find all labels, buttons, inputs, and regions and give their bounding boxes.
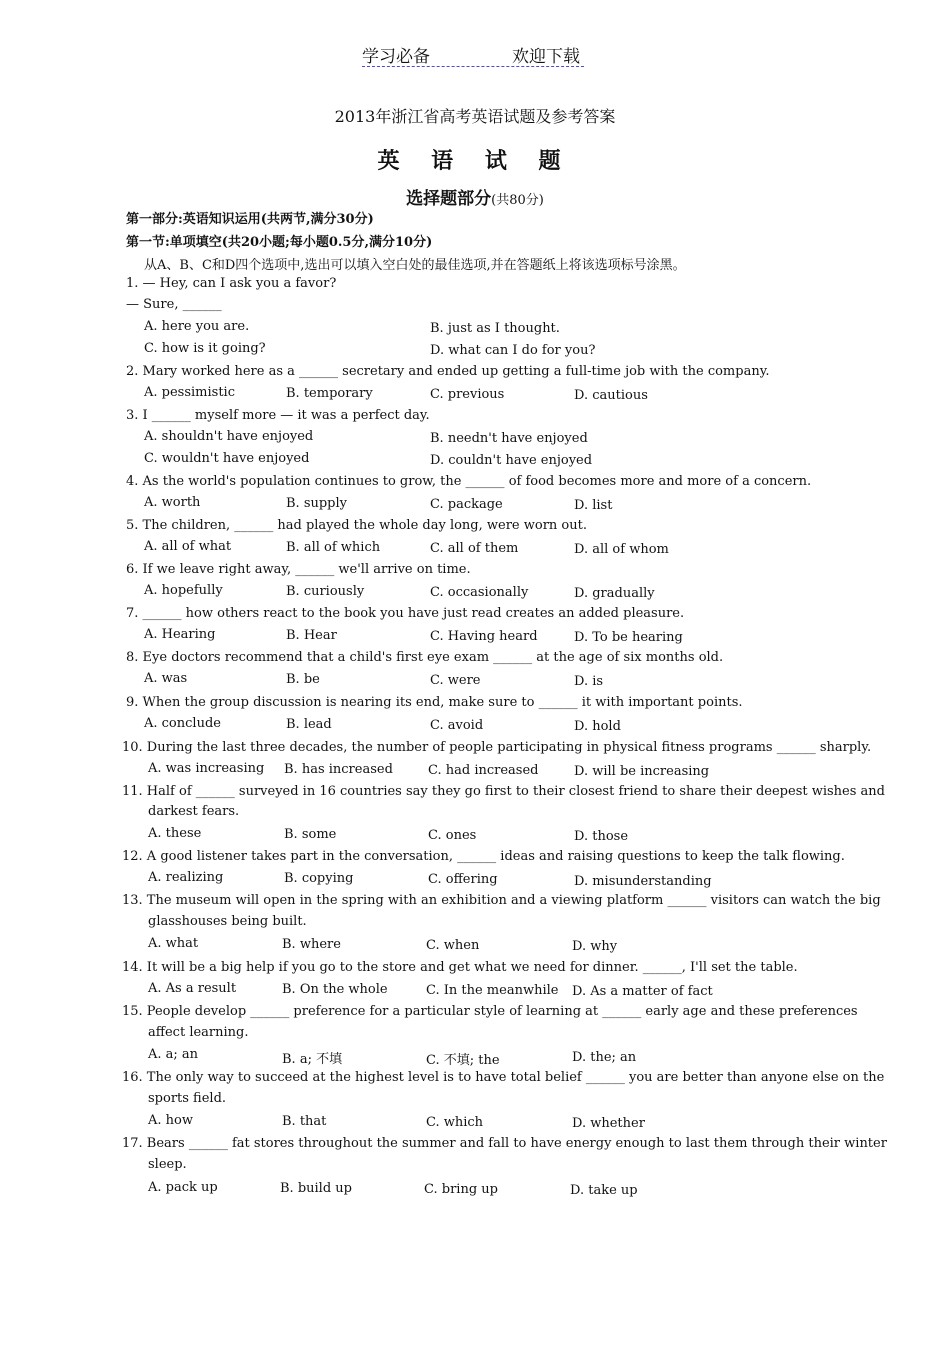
question-stem: glasshouses being built. — [148, 914, 307, 929]
option-c[interactable]: C. were — [430, 673, 481, 688]
question-stem: — Sure, ______ — [126, 297, 222, 312]
question-stem: 15. People develop ______ preference for a particular style of learning at ______ early age and these preferences — [122, 1004, 858, 1019]
question-stem: 10. During the last three decades, the number of people participating in physical fitness programs ______ sharply. — [122, 740, 872, 755]
question-stem: 4. As the world's population continues to grow, the ______ of food becomes more and more of a concern. — [126, 474, 812, 489]
option-d[interactable]: D. why — [572, 939, 618, 954]
question-stem: 14. It will be a big help if you go to the store and get what we need for dinner. ______, I'll set the table. — [122, 960, 798, 975]
option-b[interactable]: B. copying — [284, 871, 354, 886]
option-d[interactable]: D. As a matter of fact — [572, 984, 713, 999]
option-c[interactable]: C. ones — [428, 828, 477, 843]
question-stem: affect learning. — [148, 1025, 249, 1040]
question-stem: 12. A good listener takes part in the conversation, ______ ideas and raising questions to keep the talk flowing. — [122, 849, 845, 864]
question-stem: sports field. — [148, 1091, 227, 1106]
header-right-text: 欢迎下载 — [512, 47, 580, 67]
option-b[interactable]: B. supply — [286, 496, 348, 511]
option-a[interactable]: A. pack up — [148, 1180, 218, 1195]
question-stem: 16. The only way to succeed at the highest level is to have total belief ______ you are better than anyone else on the — [122, 1070, 885, 1085]
option-b[interactable]: B. has increased — [284, 762, 393, 777]
option-c[interactable]: C. Having heard — [430, 629, 538, 644]
option-d[interactable]: D. what can I do for you? — [430, 343, 596, 358]
option-b[interactable]: B. just as I thought. — [430, 321, 560, 336]
subsection-heading: 第一节:单项填空(共20小题;每小题0.5分,满分10分) — [126, 235, 433, 250]
option-b[interactable]: B. all of which — [286, 540, 381, 555]
option-a[interactable]: A. realizing — [148, 870, 224, 885]
part-label: 选择题部分 — [406, 189, 492, 209]
option-d[interactable]: D. gradually — [574, 586, 655, 601]
option-d[interactable]: D. those — [574, 829, 629, 844]
part-score: (共80分) — [491, 193, 544, 208]
option-b[interactable]: B. build up — [280, 1181, 352, 1196]
option-b[interactable]: B. be — [286, 672, 320, 687]
option-d[interactable]: D. all of whom — [574, 542, 669, 557]
header-left-text: 学习必备 — [362, 47, 430, 67]
option-d[interactable]: D. take up — [570, 1183, 638, 1198]
instructions: 从A、B、C和D四个选项中,选出可以填入空白处的最佳选项,并在答题纸上将该选项标号涂黑。 — [144, 258, 686, 273]
option-b[interactable]: B. some — [284, 827, 337, 842]
document-title: 2013年浙江省高考英语试题及参考答案 — [334, 107, 616, 126]
question-stem: sleep. — [148, 1157, 187, 1172]
option-c[interactable]: C. all of them — [430, 541, 519, 556]
option-d[interactable]: D. is — [574, 674, 604, 689]
option-c[interactable]: C. avoid — [430, 718, 484, 733]
option-c[interactable]: C. 不填; the — [426, 1053, 500, 1068]
option-c[interactable]: C. offering — [428, 872, 498, 887]
option-d[interactable]: D. the; an — [572, 1050, 637, 1065]
option-a[interactable]: A. was increasing — [148, 761, 265, 776]
option-a[interactable]: A. all of what — [144, 539, 232, 554]
option-a[interactable]: A. worth — [144, 495, 201, 510]
option-b[interactable]: B. a; 不填 — [282, 1052, 343, 1067]
option-a[interactable]: A. hopefully — [144, 583, 223, 598]
section-heading: 第一部分:英语知识运用(共两节,满分30分) — [126, 212, 374, 227]
question-stem: 2. Mary worked here as a ______ secretary and ended up getting a full-time job with the company. — [126, 364, 770, 379]
option-b[interactable]: B. where — [282, 937, 341, 952]
option-b[interactable]: B. temporary — [286, 386, 373, 401]
option-a[interactable]: A. a; an — [148, 1047, 199, 1062]
question-stem: darkest fears. — [148, 804, 240, 819]
question-stem: 6. If we leave right away, ______ we'll arrive on time. — [126, 562, 471, 577]
option-c[interactable]: C. In the meanwhile — [426, 983, 559, 998]
question-stem: 8. Eye doctors recommend that a child's first eye exam ______ at the age of six months old. — [126, 650, 724, 665]
option-a[interactable]: A. how — [148, 1113, 193, 1128]
option-d[interactable]: D. will be increasing — [574, 764, 710, 779]
option-d[interactable]: D. whether — [572, 1116, 645, 1131]
option-c[interactable]: C. wouldn't have enjoyed — [144, 451, 310, 466]
option-c[interactable]: C. how is it going? — [144, 341, 266, 356]
option-a[interactable]: A. was — [144, 671, 188, 686]
option-d[interactable]: D. list — [574, 498, 613, 513]
option-c[interactable]: C. package — [430, 497, 503, 512]
page-header — [362, 40, 584, 67]
option-d[interactable]: D. To be hearing — [574, 630, 683, 645]
question-stem: 13. The museum will open in the spring with an exhibition and a viewing platform ______ visitors can watch the big — [122, 893, 881, 908]
option-c[interactable]: C. occasionally — [430, 585, 529, 600]
option-a[interactable]: A. As a result — [148, 981, 237, 996]
option-b[interactable]: B. On the whole — [282, 982, 388, 997]
option-d[interactable]: D. misunderstanding — [574, 874, 712, 889]
question-stem: 17. Bears ______ fat stores throughout the summer and fall to have energy enough to last them through their winter — [122, 1136, 887, 1151]
question-stem: 9. When the group discussion is nearing its end, make sure to ______ it with important points. — [126, 695, 743, 710]
option-a[interactable]: A. what — [148, 936, 199, 951]
option-a[interactable]: A. Hearing — [144, 627, 216, 642]
question-stem: 3. I ______ myself more — it was a perfect day. — [126, 408, 430, 423]
option-b[interactable]: B. lead — [286, 717, 332, 732]
option-c[interactable]: C. previous — [430, 387, 505, 402]
option-a[interactable]: A. conclude — [144, 716, 221, 731]
question-stem: 11. Half of ______ surveyed in 16 countries say they go first to their closest friend to share their deepest wishes and — [122, 784, 886, 799]
option-a[interactable]: A. these — [148, 826, 202, 841]
option-d[interactable]: D. cautious — [574, 388, 648, 403]
option-c[interactable]: C. when — [426, 938, 480, 953]
question-stem: 5. The children, ______ had played the whole day long, were worn out. — [126, 518, 587, 533]
option-c[interactable]: C. bring up — [424, 1182, 498, 1197]
option-b[interactable]: B. needn't have enjoyed — [430, 431, 588, 446]
option-c[interactable]: C. which — [426, 1115, 484, 1130]
exam-title: 英 语 试 题 — [377, 148, 573, 174]
option-d[interactable]: D. couldn't have enjoyed — [430, 453, 593, 468]
option-b[interactable]: B. Hear — [286, 628, 337, 643]
part-heading — [0, 184, 950, 209]
option-b[interactable]: B. that — [282, 1114, 327, 1129]
option-c[interactable]: C. had increased — [428, 763, 539, 778]
option-d[interactable]: D. hold — [574, 719, 621, 734]
question-stem: 7. ______ how others react to the book you have just read creates an added pleasure. — [126, 606, 685, 621]
option-a[interactable]: A. shouldn't have enjoyed — [144, 429, 314, 444]
option-a[interactable]: A. pessimistic — [144, 385, 235, 400]
option-b[interactable]: B. curiously — [286, 584, 365, 599]
option-a[interactable]: A. here you are. — [144, 319, 250, 334]
question-stem: 1. — Hey, can I ask you a favor? — [126, 276, 337, 291]
